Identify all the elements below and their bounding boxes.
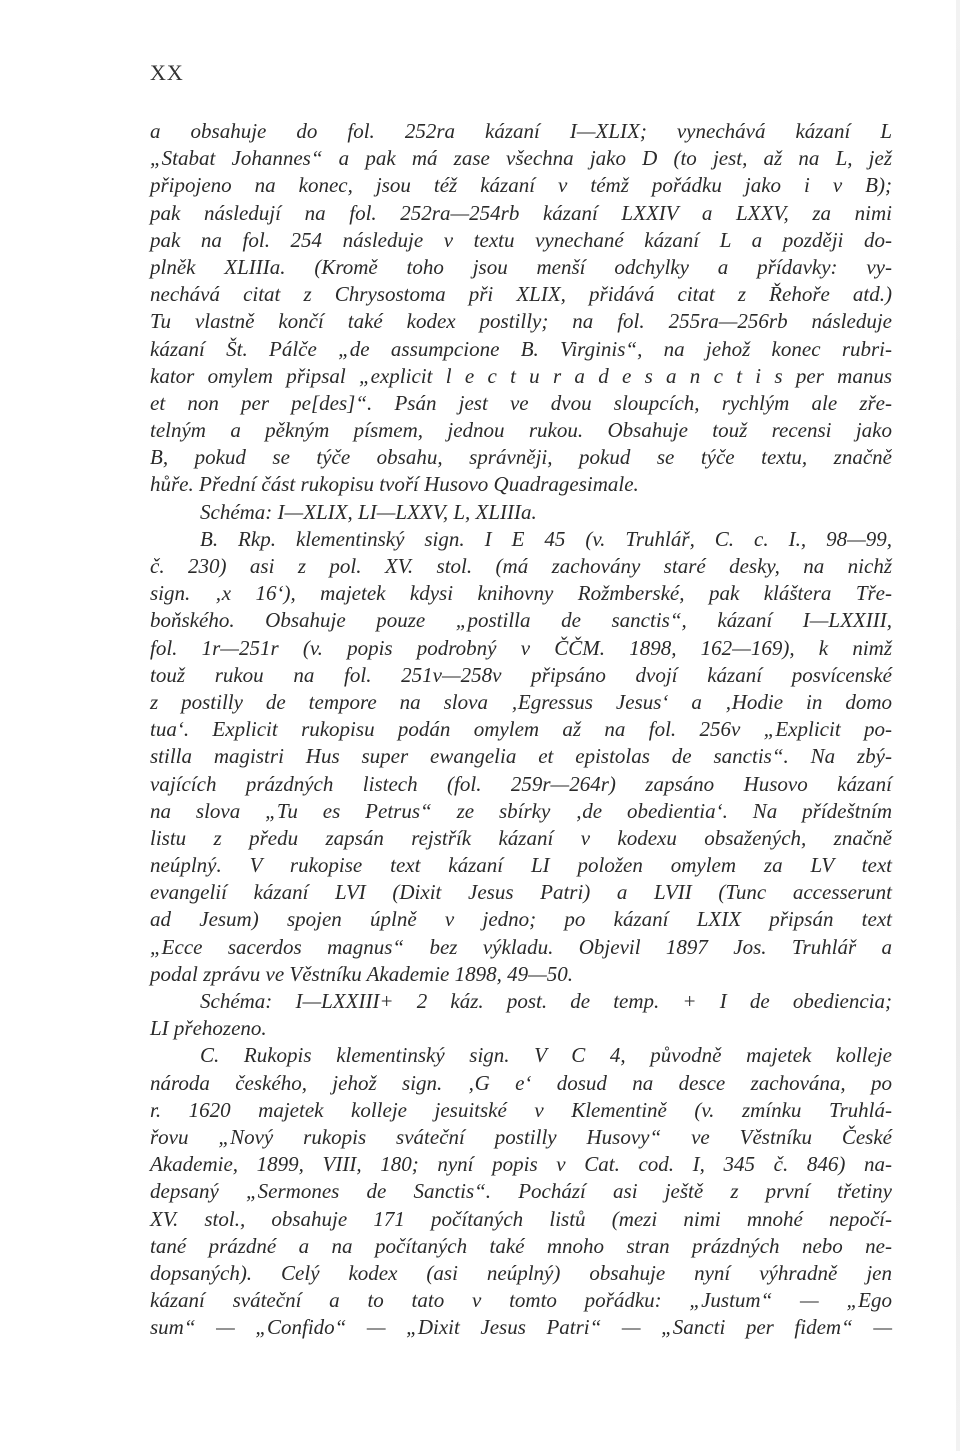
text-line: sum“ — „Confido“ — „Dixit Jesus Patri“ — „Sancti per fidem“ — [150,1315,892,1340]
text-line: stilla magistri Hus super ewangelia et epistolas de sanctis“. Na zbý- [150,744,892,769]
text-line: „Stabat Johannes“ a pak má zase všechna jako D (to jest, až na L, jež [150,146,892,171]
text-line: Akademie, 1899, VIII, 180; nyní popis v Cat. cod. I, 345 č. 846) na- [150,1152,892,1177]
text-line: fol. 1r—251r (v. popis podrobný v ČČM. 1898, 162—169), k nimž [150,635,892,660]
schema-line: Schéma: I—XLIX, LI—LXXV, L, XLIIIa. [200,499,537,524]
section-heading-b: B. Rkp. klementinský sign. I E 45 (v. Truhlář, C. c. I., 98—99, [200,526,892,551]
body-text [150,118,892,1341]
text-line: neúplný. V rukopise text kázaní LI položen omylem za LV text [150,853,892,878]
text-line: podal zprávu ve Věstníku Akademie 1898, 49—50. [150,961,574,986]
text-line: kázaní sváteční a to tato v tomto pořádku: „Justum“ — „Ego [150,1288,892,1313]
text-line: „Ecce sacerdos magnus“ bez výkladu. Objevil 1897 Jos. Truhlář a [150,934,892,959]
section-heading-c: C. Rukopis klementinský sign. V C 4, původně majetek kolleje [200,1043,892,1068]
text-line: telným a pěkným písmem, jednou rukou. Obsahuje touž recensi jako [150,418,892,443]
text-line: evangelií kázaní LVI (Dixit Jesus Patri) a LVII (Tunc accesserunt [150,880,892,905]
text-line: hůře. Přední část rukopisu tvoří Husovo Quadragesimale. [150,472,639,497]
text-line: řovu „Nový rukopis sváteční postilly Husovy“ ve Věstníku České [150,1124,892,1149]
text-line: připojeno na konec, jsou též kázaní v témž pořádku jako i v B); [150,173,892,198]
page-number: XX [150,60,184,85]
text-line: pak následují na fol. 252ra—254rb kázaní LXXIV a LXXV, za nimi [150,200,892,225]
text-line: tua‘. Explicit rukopisu podán omylem až na fol. 256v „Explicit po- [150,717,892,742]
text-line: plněk XLIIIa. (Kromě toho jsou menší odchylky a přídavky: vy- [150,254,892,279]
text-line: vajících prázdných listech (fol. 259r—264r) zapsáno Husovo kázaní [150,771,892,796]
text-line: boňského. Obsahuje pouze „postilla de sanctis“, kázaní I—LXXIII, [150,608,892,633]
text-line: pak na fol. 254 následuje v textu vynechané kázaní L a později do- [150,227,892,252]
text-line: r. 1620 majetek kolleje jesuitské v Klementině (v. zmínku Truhlá- [150,1097,892,1122]
text-line: sign. ‚x 16‘), majetek kdysi knihovny Rožmberské, pak kláštera Tře- [150,581,892,606]
text-line: et non per pe[des]“. Psán jest ve dvou sloupcích, rychlým ale zře- [150,390,892,415]
text-line: národa českého, jehož sign. ‚G e‘ dosud na desce zachována, po [150,1070,892,1095]
text-line: č. 230) asi z pol. XV. stol. (má zachovány staré desky, na nichž [150,554,892,578]
text-line: nechává citat z Chrysostoma při XLIX, přidává citat z Řehoře atd.) [150,282,892,307]
text-line: LI přehozeno. [150,1016,267,1041]
text-line: dopsaných). Celý kodex (asi neúplný) obsahuje nyní výhradně jen [150,1260,892,1285]
text-line: XV. stol., obsahuje 171 počítaných listů (mezi nimi mnohé nepočí- [150,1206,892,1231]
text-line: listu z předu zapsán rejstřík kázaní v kodexu obsažených, značně [150,825,892,850]
text-line: kázaní Št. Pálče „de assumpcione B. Virginis“, na jehož konec rubri- [150,336,892,361]
schema-line: Schéma: I—LXXIII+ 2 káz. post. de temp. + I de obediencia; [200,989,892,1013]
text-line: kator omylem připsal „explicit l e c t u r a d e s a n c t i s per manus [150,363,892,388]
text-line: na slova „Tu es Petrus“ ze sbírky ‚de obedientia‘. Na přídeštním [150,798,892,823]
text-line: Tu vlastně končí také kodex postilly; na fol. 255ra—256rb následuje [150,309,892,334]
text-line: depsaný „Sermones de Sanctis“. Pochází asi ještě z první třetiny [150,1179,892,1204]
text-line: ad Jesum) spojen úplně v jedno; po kázaní LXIX připsán text [150,907,892,932]
text-line: tané prázdné a na počítaných také mnoho stran prázdných nebo ne- [150,1233,892,1258]
page-edge [956,0,960,1451]
text-line: touž rukou na fol. 251v—258v připsáno dvojí kázaní posvícenské [150,662,892,687]
text-line: z postilly de tempore na slova ‚Egressus Jesus‘ a ‚Hodie in domo [150,689,892,714]
text-line: a obsahuje do fol. 252ra kázaní I—XLIX; vynechává kázaní L [150,119,892,143]
text-line: B, pokud se týče obsahu, správněji, pokud se týče textu, značně [150,445,892,470]
